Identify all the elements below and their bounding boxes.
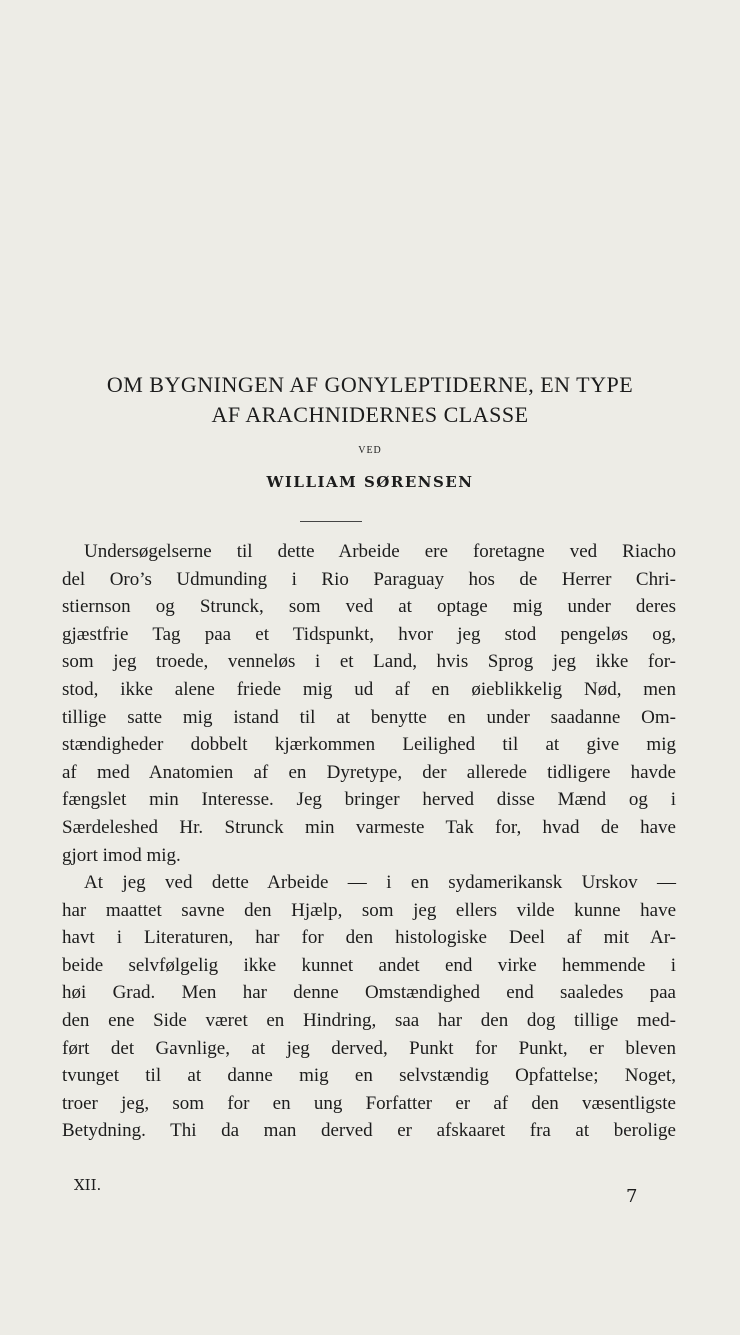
text-line: At jeg ved dette Arbeide — i en sydamerikansk Urskov —	[84, 872, 676, 893]
signature-mark: XII.	[74, 1176, 102, 1194]
text-line: tvunget til at danne mig en selvstændig Opfattelse; Noget,	[62, 1065, 676, 1087]
text-line: gjort imod mig.	[62, 844, 181, 866]
text-line: gjæstfrie Tag paa et Tidspunkt, hvor jeg stod pengeløs og,	[62, 623, 676, 645]
text-line: har maattet savne den Hjælp, som jeg ellers vilde kunne have	[62, 899, 676, 921]
separator-rule	[300, 521, 362, 522]
by-label: VED	[358, 445, 382, 456]
text-line: del Oro’s Udmunding i Rio Paraguay hos de Herrer Chri-	[62, 568, 676, 590]
text-line: som jeg troede, venneløs i et Land, hvis Sprog jeg ikke for-	[62, 651, 676, 673]
text-line: Betydning. Thi da man derved er afskaaret fra at berolige	[62, 1120, 676, 1142]
paragraph-2	[62, 869, 676, 1145]
text-line: af med Anatomien af en Dyretype, der allerede tidligere havde	[62, 761, 676, 783]
text-line: stændigheder dobbelt kjærkommen Leilighed til at give mig	[62, 734, 676, 756]
text-line: Undersøgelserne til dette Arbeide ere foretagne ved Riacho	[84, 541, 676, 562]
text-line: tillige satte mig istand til at benytte en under saadanne Om-	[62, 706, 676, 728]
sheet-number: 7	[626, 1186, 638, 1207]
text-line: havt i Literaturen, har for den histologiske Deel af mit Ar-	[62, 927, 676, 949]
paragraph-1	[62, 538, 676, 869]
text-line: beide selvfølgelig ikke kunnet andet end virke hemmende i	[62, 954, 676, 976]
title-line-1: OM BYGNINGEN AF GONYLEPTIDERNE, EN TYPE	[106, 372, 634, 397]
title-line-2: AF ARACHNIDERNES CLASSE	[211, 402, 529, 427]
text-line: stod, ikke alene friede mig ud af en øieblikkelig Nød, men	[62, 678, 676, 700]
text-line: fængslet min Interesse. Jeg bringer herved disse Mænd og i	[62, 789, 676, 811]
text-line: høi Grad. Men har denne Omstændighed end saaledes paa	[62, 982, 676, 1004]
text-line: den ene Side været en Hindring, saa har den dog tillige med-	[62, 1009, 676, 1031]
text-line: ført det Gavnlige, at jeg derved, Punkt for Punkt, er bleven	[62, 1037, 676, 1059]
text-line: troer jeg, som for en ung Forfatter er af den væsentligste	[62, 1092, 676, 1114]
text-line: Særdeleshed Hr. Strunck min varmeste Tak for, hvad de have	[62, 816, 676, 838]
author-name: WILLIAM SØRENSEN	[266, 473, 474, 491]
text-line: stiernson og Strunck, som ved at optage mig under deres	[62, 596, 676, 618]
